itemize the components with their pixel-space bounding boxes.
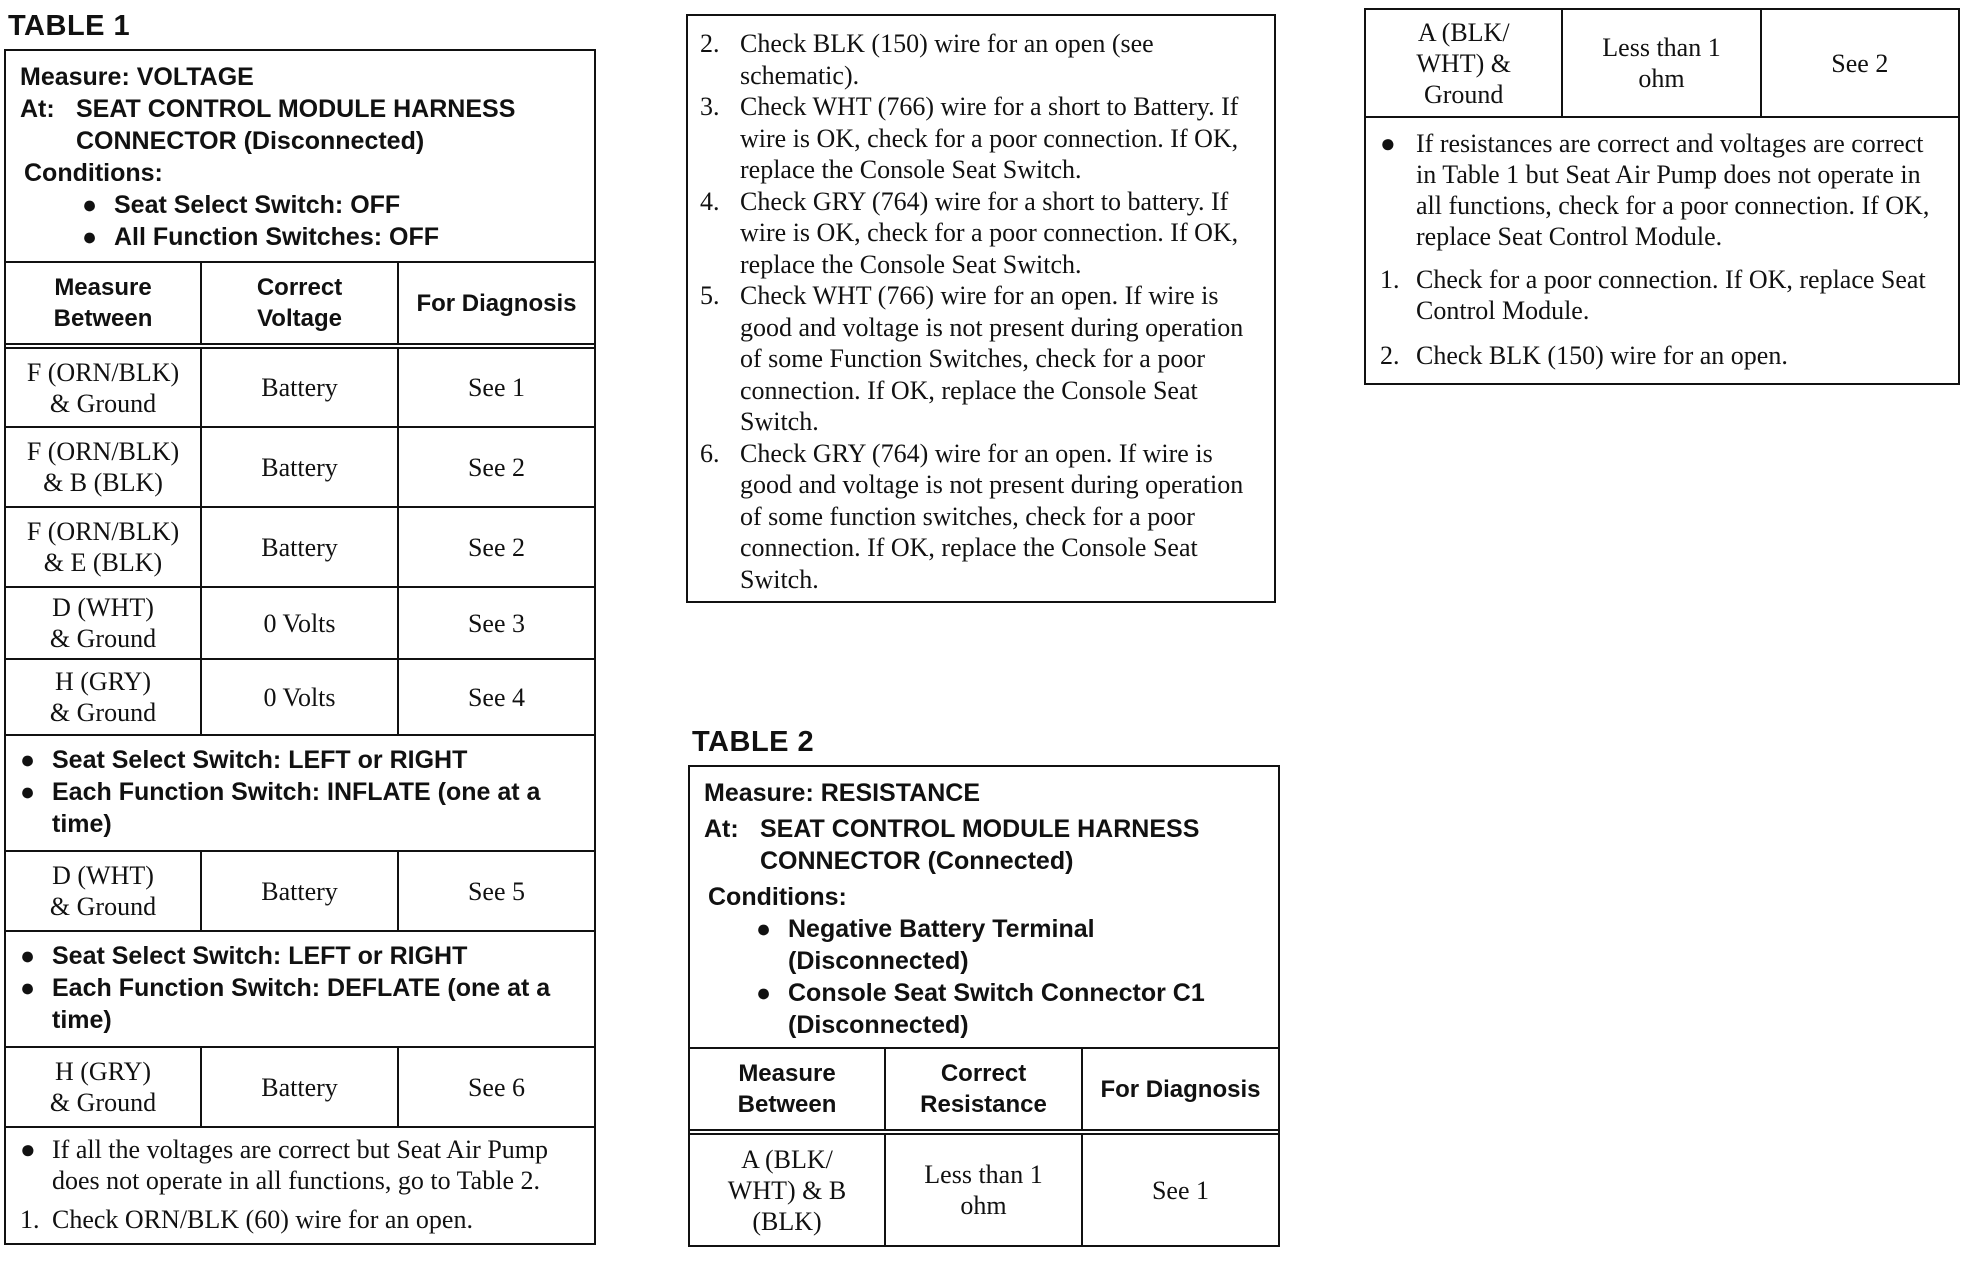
bullet-icon: ● (1380, 129, 1396, 158)
table2-condition: ● Negative Battery Terminal (Disconnected) (756, 915, 1095, 975)
table1-at-label: At: (20, 95, 55, 123)
table2-column-headers (690, 1049, 1278, 1135)
table2-conditions-label: Conditions: (708, 883, 847, 911)
bullet-icon: ● (82, 223, 98, 251)
table1-column-headers (6, 263, 594, 349)
table-row: F (ORN/BLK) & B (BLK) Battery See 2 (6, 428, 594, 508)
table-row: A (BLK/ WHT) & B (BLK) Less than 1 ohm See 1 (690, 1135, 1278, 1245)
table-row: H (GRY) & Ground 0 Volts See 4 (6, 660, 594, 736)
table2-at-label: At: (704, 815, 739, 843)
table1-column (4, 10, 596, 1245)
table2-header (690, 767, 1278, 1049)
table2-title: TABLE 2 (692, 726, 815, 758)
list-item: 4. Check GRY (764) wire for a short to battery. If wire is OK, check for a poor connection. If OK, replace the Console Seat Switch. (700, 186, 1239, 279)
list-item: 1. Check ORN/BLK (60) wire for an open. (20, 1205, 473, 1234)
table-row: D (WHT) & Ground 0 Volts See 3 (6, 588, 594, 660)
bullet-icon: ● (20, 974, 36, 1002)
header-correct-voltage: Correct Voltage (200, 263, 397, 343)
table-row: F (ORN/BLK) & E (BLK) Battery See 2 (6, 508, 594, 588)
bullet-icon: ● (20, 746, 36, 774)
table-row: A (BLK/ WHT) & Ground Less than 1 ohm See 2 (1366, 10, 1958, 118)
table1-condition: ● Seat Select Switch: OFF (82, 191, 401, 219)
list-item: 2. Check BLK (150) wire for an open. (1380, 341, 1788, 370)
diagnosis-steps (700, 28, 1262, 595)
middle-column (686, 14, 1276, 603)
table1-at (20, 93, 580, 157)
table1-notes (6, 1128, 594, 1243)
list-item: 3. Check WHT (766) wire for a short to Battery. If wire is OK, check for a poor connection. If OK, replace the Console Seat Switch. (700, 92, 1239, 184)
table1-deflate-conditions: ● Seat Select Switch: LEFT or RIGHT ● Each Function Switch: DEFLATE (one at a time) (6, 932, 594, 1048)
table1-header (6, 51, 594, 263)
table1-box (4, 49, 596, 1245)
table2-box (688, 765, 1280, 1247)
list-item: 2. Check BLK (150) wire for an open (see schematic). (700, 29, 1154, 90)
bullet-icon: ● (20, 942, 36, 970)
table2-at-value: SEAT CONTROL MODULE HARNESS CONNECTOR (Connected) (760, 815, 1200, 875)
list-item: 1. Check for a poor connection. If OK, replace Seat Control Module. (1380, 265, 1926, 325)
table2-column (688, 726, 1280, 1247)
list-item: 5. Check WHT (766) wire for an open. If wire is good and voltage is not present during operation of some Function Switches, check for a poor connection. If OK, replace the Console Seat Switch. (700, 281, 1244, 436)
bullet-icon: ● (756, 915, 772, 943)
header-for-diagnosis: For Diagnosis (397, 263, 594, 343)
table2-at (704, 813, 1264, 877)
table-row: F (ORN/BLK) & Ground Battery See 1 (6, 349, 594, 428)
header-measure-between: Measure Between (737, 1060, 837, 1118)
bullet-icon: ● (82, 191, 98, 219)
table2-note: If resistances are correct and voltages are correct in Table 1 but Seat Air Pump does not operate in all functions, check for a poor connection. If OK, replace Seat Control Module. (1416, 129, 1930, 251)
table1-at-value: SEAT CONTROL MODULE HARNESS CONNECTOR (Disconnected) (76, 95, 516, 155)
header-measure-between: Measure Between (53, 274, 153, 332)
bullet-icon: ● (756, 979, 772, 1007)
list-item: 6. Check GRY (764) wire for an open. If wire is good and voltage is not present during operation of some function switches, check for a poor connection. If OK, replace the Console Seat Switch. (700, 438, 1244, 594)
table1-condition: ● All Function Switches: OFF (82, 223, 439, 251)
table2-continued-box (1364, 8, 1960, 385)
table-row: D (WHT) & Ground Battery See 5 (6, 852, 594, 932)
header-correct-resistance: Correct Resistance (884, 1049, 1081, 1129)
table2-measure: Measure: RESISTANCE (704, 779, 980, 807)
bullet-icon: ● (20, 1135, 36, 1164)
header-for-diagnosis: For Diagnosis (1081, 1049, 1278, 1129)
table1-conditions-label: Conditions: (24, 159, 163, 187)
table2-notes (1366, 118, 1958, 383)
table2-continued-column (1364, 8, 1960, 385)
table1-title: TABLE 1 (8, 10, 131, 42)
table1-inflate-conditions: ● Seat Select Switch: LEFT or RIGHT ● Each Function Switch: INFLATE (one at a time) (6, 736, 594, 852)
table-row: H (GRY) & Ground Battery See 6 (6, 1048, 594, 1128)
bullet-icon: ● (20, 778, 36, 806)
table1-measure: Measure: VOLTAGE (20, 63, 254, 91)
table1-note: If all the voltages are correct but Seat Air Pump does not operate in all functions, go to Table 2. (52, 1135, 549, 1195)
table2-condition: ● Console Seat Switch Connector C1 (Disconnected) (756, 979, 1205, 1039)
diagnosis-steps-box (686, 14, 1276, 603)
